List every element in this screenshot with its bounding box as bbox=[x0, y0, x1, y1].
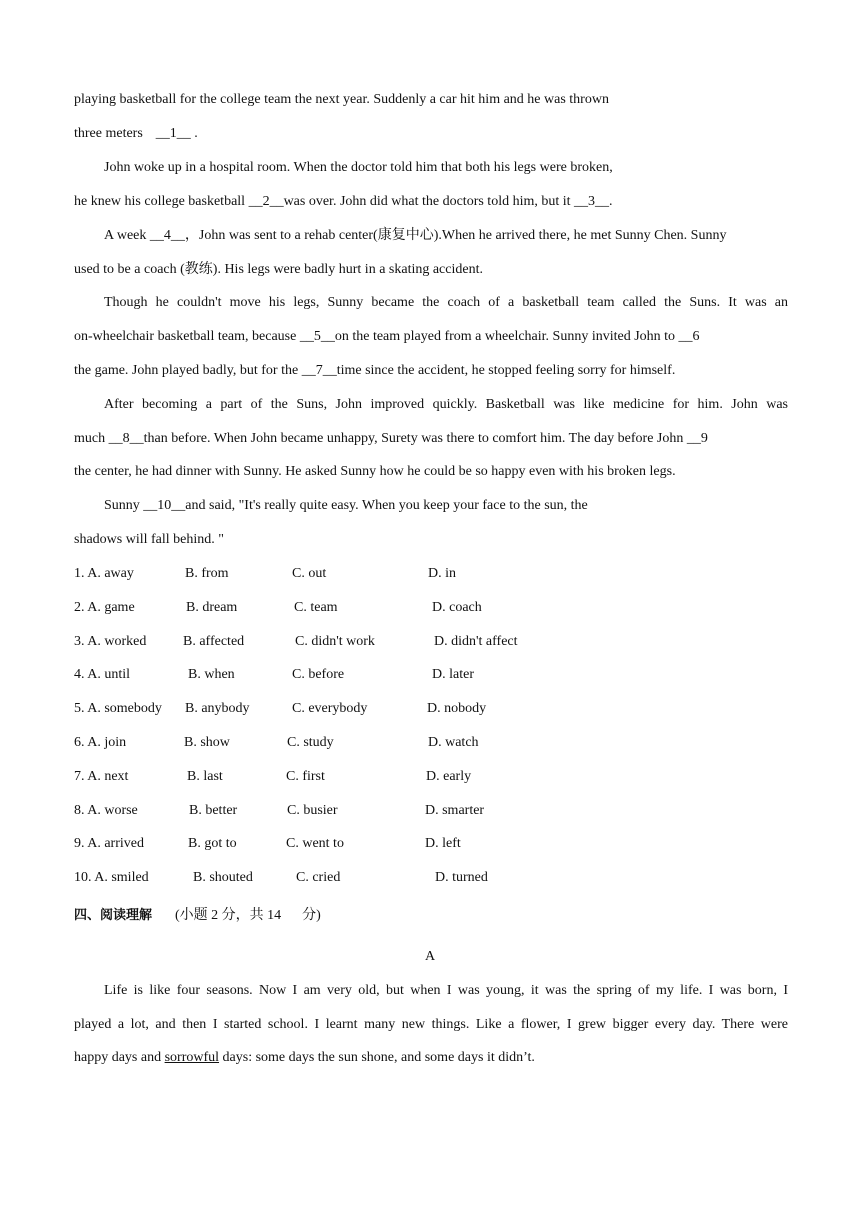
blank-10: __10__ bbox=[143, 498, 186, 513]
option-d: D. in bbox=[428, 566, 456, 581]
option-b: B. anybody bbox=[185, 701, 250, 716]
passage-line bbox=[104, 396, 788, 414]
option-a: 5. A. somebody bbox=[74, 701, 162, 716]
option-a: 8. A. worse bbox=[74, 803, 138, 818]
option-a: 9. A. arrived bbox=[74, 836, 144, 851]
passage-line bbox=[74, 463, 676, 481]
blank-6: __6 bbox=[678, 329, 700, 344]
option-d: D. smarter bbox=[425, 803, 485, 818]
option-c: C. first bbox=[286, 769, 325, 784]
reading-text: Life is like four seasons. Now I am very old, but when I was young, it was the spring of my life. I was born, I bbox=[104, 983, 788, 998]
passage-text: the center, he had dinner with Sunny. He asked Sunny how he could be so happy even with his broken legs. bbox=[74, 464, 676, 479]
passage-text: much bbox=[74, 431, 109, 446]
passage-text: on the team played from a wheelchair. Sunny invited John to bbox=[334, 329, 679, 344]
option-c: C. team bbox=[294, 600, 338, 615]
option-c: C. study bbox=[287, 735, 334, 750]
passage-text: After becoming a part of the Suns, John improved quickly. Basketball was like medicine for him. John was bbox=[104, 397, 788, 412]
blank-7: __7__ bbox=[301, 363, 337, 378]
passage-line bbox=[74, 125, 198, 143]
option-a: 4. A. until bbox=[74, 667, 131, 682]
reading-text: played a lot, and then I started school. I learnt many new things. Like a flower, I grew bigger every day. There were bbox=[74, 1017, 788, 1032]
section-heading bbox=[74, 907, 321, 925]
passage-text: was over. John did what the doctors told him, but it bbox=[283, 194, 575, 209]
option-a: 2. A. game bbox=[74, 600, 135, 615]
option-b: B. from bbox=[185, 566, 229, 581]
passage-text: . bbox=[190, 126, 198, 141]
option-c: C. cried bbox=[296, 870, 341, 885]
passage-line bbox=[74, 430, 708, 448]
passage-line bbox=[74, 362, 675, 380]
section-score-note: (小题 2 分，共 14 分) bbox=[175, 908, 321, 923]
passage-text: John woke up in a hospital room. When the doctor told him that both his legs were broken, bbox=[104, 160, 613, 175]
option-a: 1. A. away bbox=[74, 566, 134, 581]
option-b: B. shouted bbox=[193, 870, 253, 885]
option-d: D. left bbox=[425, 836, 461, 851]
blank-8: __8__ bbox=[108, 431, 144, 446]
passage-text: on-wheelchair basketball team, because bbox=[74, 329, 300, 344]
option-c: C. went to bbox=[286, 836, 344, 851]
reading-line bbox=[74, 1016, 788, 1034]
passage-text: shadows will fall behind. " bbox=[74, 532, 224, 547]
passage-text: . bbox=[609, 194, 613, 209]
reading-text: days: some days the sun shone, and some days it didn’t. bbox=[219, 1050, 535, 1065]
blank-5: __5__ bbox=[299, 329, 335, 344]
passage-line bbox=[74, 91, 609, 109]
passage-line bbox=[74, 328, 700, 346]
underlined-word: sorrowful bbox=[164, 1050, 220, 1065]
option-c: C. everybody bbox=[292, 701, 368, 716]
option-d: D. turned bbox=[435, 870, 488, 885]
passage-text: A week bbox=[104, 228, 150, 243]
blank-9: __9 bbox=[686, 431, 708, 446]
option-b: B. affected bbox=[183, 634, 245, 649]
option-c: C. before bbox=[292, 667, 345, 682]
passage-line bbox=[104, 497, 588, 515]
option-c: C. out bbox=[292, 566, 327, 581]
blank-1: __1__ bbox=[155, 126, 191, 141]
option-c: C. didn't work bbox=[295, 634, 375, 649]
passage-text: Though he couldn't move his legs, Sunny became the coach of a basketball team called the Suns. It was an bbox=[104, 295, 788, 310]
passage-text: ，John was sent to a rehab center(康复中心).When he arrived there, he met Sunny Chen. Sunny bbox=[184, 228, 727, 243]
option-b: B. show bbox=[184, 735, 230, 750]
blank-3: __3__ bbox=[574, 194, 610, 209]
passage-line bbox=[74, 261, 483, 279]
passage-text: he knew his college basketball bbox=[74, 194, 249, 209]
reading-line bbox=[74, 1049, 535, 1067]
option-d: D. later bbox=[432, 667, 474, 682]
reading-text: happy days and bbox=[74, 1050, 165, 1065]
option-d: D. didn't affect bbox=[434, 634, 518, 649]
passage-text: playing basketball for the college team the next year. Suddenly a car hit him and he was thrown bbox=[74, 92, 609, 107]
reading-line bbox=[104, 982, 788, 1000]
passage-text: Sunny bbox=[104, 498, 144, 513]
option-b: B. got to bbox=[188, 836, 237, 851]
passage-line bbox=[74, 531, 224, 549]
blank-4: __4__ bbox=[149, 228, 185, 243]
passage-text: than before. When John became unhappy, Surety was there to comfort him. The day before John bbox=[143, 431, 687, 446]
passage-text: time since the accident, he stopped feeling sorry for himself. bbox=[336, 363, 676, 378]
passage-line bbox=[104, 159, 613, 177]
option-a: 3. A. worked bbox=[74, 634, 147, 649]
passage-text: three meters bbox=[74, 126, 143, 141]
section-title: 四、阅读理解 bbox=[74, 908, 153, 923]
option-b: B. dream bbox=[186, 600, 238, 615]
option-a: 10. A. smiled bbox=[74, 870, 149, 885]
option-a: 6. A. join bbox=[74, 735, 127, 750]
option-d: D. nobody bbox=[427, 701, 487, 716]
part-label: A bbox=[424, 949, 436, 964]
option-b: B. last bbox=[187, 769, 223, 784]
passage-line bbox=[74, 193, 613, 211]
option-d: D. coach bbox=[432, 600, 482, 615]
option-c: C. busier bbox=[287, 803, 338, 818]
option-b: B. when bbox=[188, 667, 235, 682]
option-d: D. watch bbox=[428, 735, 479, 750]
option-d: D. early bbox=[426, 769, 472, 784]
passage-text: the game. John played badly, but for the bbox=[74, 363, 302, 378]
passage-line bbox=[104, 227, 788, 245]
blank-2: __2__ bbox=[248, 194, 284, 209]
passage-text: and said, "It's really quite easy. When you keep your face to the sun, the bbox=[185, 498, 588, 513]
option-b: B. better bbox=[189, 803, 238, 818]
passage-text: used to be a coach (教练). His legs were badly hurt in a skating accident. bbox=[74, 262, 483, 277]
option-a: 7. A. next bbox=[74, 769, 129, 784]
passage-line bbox=[104, 294, 788, 312]
